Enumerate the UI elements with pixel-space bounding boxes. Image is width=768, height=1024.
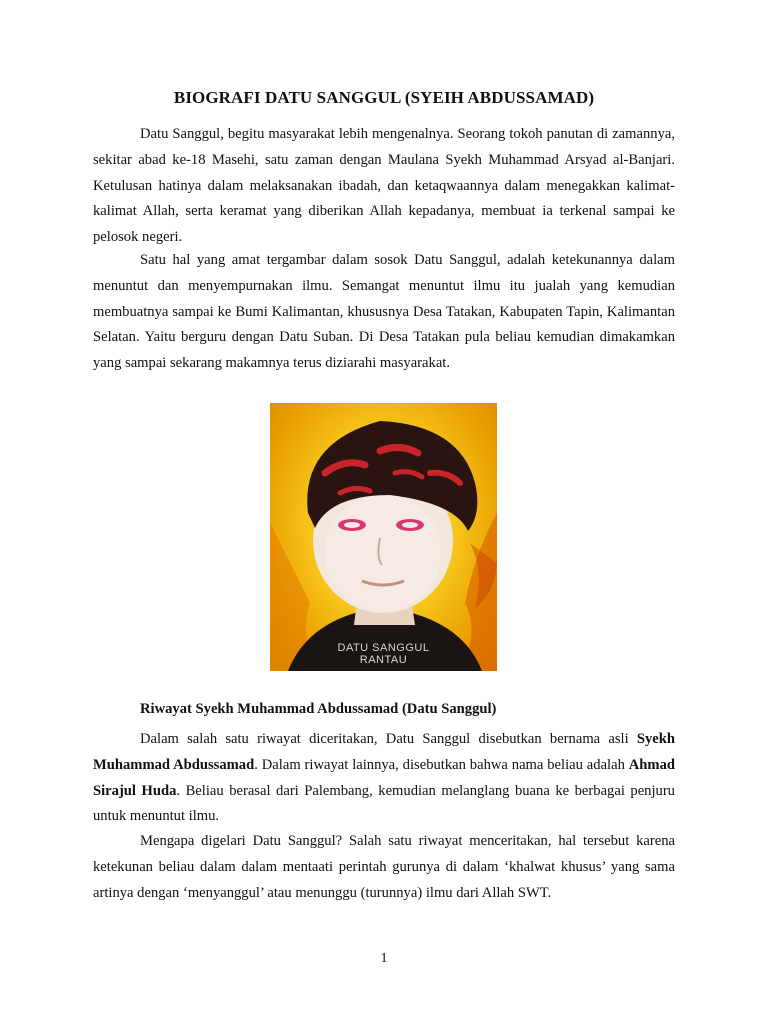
portrait-photo <box>270 403 497 671</box>
photo-caption-place: RANTAU <box>359 654 408 666</box>
paragraph-intro: Datu Sanggul, begitu masyarakat lebih mengenalnya. Seorang tokoh panutan di zamannya, sekitar abad ke-18 Masehi, satu zaman dengan Maulana Syekh Muhammad Arsyad al-Banjari. Ketulusan hatinya dalam melaksanakan ibadah, dan ketaqwaannya dalam menegakkan kalimat-kalimat Allah, serta keramat yang diberikan Allah kepadanya, membuat ia terkenal sampai ke pelosok negeri. <box>93 126 675 246</box>
section-heading: Riwayat Syekh Muhammad Abdussamad (Datu Sanggul) <box>140 701 497 717</box>
bold-name-1: Syekh Muhammad Abdussamad <box>93 731 675 773</box>
text-span: . Beliau berasal dari Palembang, kemudian melanglang buana ke berbagai penjuru untuk menuntut ilmu. <box>93 782 675 825</box>
text-span: Dalam salah satu riwayat diceritakan, Datu Sanggul disebutkan bernama asli <box>140 731 637 747</box>
paragraph-ketekunan: Satu hal yang amat tergambar dalam sosok Datu Sanggul, adalah ketekunannya dalam menuntut dan menyempurnakan ilmu. Semangat menuntut ilmu itu jualah yang kemudian membuatnya sampai ke Bumi Kalimantan, khususnya Desa Tatakan, Kabupaten Tapin, Kalimantan Selatan. Yaitu berguru dengan Datu Suban. Di Desa Tatakan pula beliau kemudian dimakamkan yang sampai sekarang makamnya terus diziarahi masyarakat. <box>93 252 675 372</box>
photo-caption-name: DATU SANGGUL <box>337 642 430 654</box>
paragraph-riwayat <box>93 727 675 830</box>
paragraph-gelar: Mengapa digelari Datu Sanggul? Salah satu riwayat menceritakan, hal tersebut karena ketekunan beliau dalam dalam mentaati perintah gurunya di dalam ‘khalwat khusus’ yang sama artinya dengan ‘menyanggul’ atau menunggu (turunnya) ilmu dari Allah SWT. <box>93 833 675 901</box>
portrait-illustration <box>270 403 497 671</box>
page-number: 1 <box>380 951 388 966</box>
bold-name-2: Ahmad Sirajul Huda <box>93 756 675 799</box>
page-title: BIOGRAFI DATU SANGGUL (SYEIH ABDUSSAMAD) <box>173 88 595 107</box>
text-span: . Dalam riwayat lainnya, disebutkan bahwa nama beliau adalah <box>254 756 629 773</box>
